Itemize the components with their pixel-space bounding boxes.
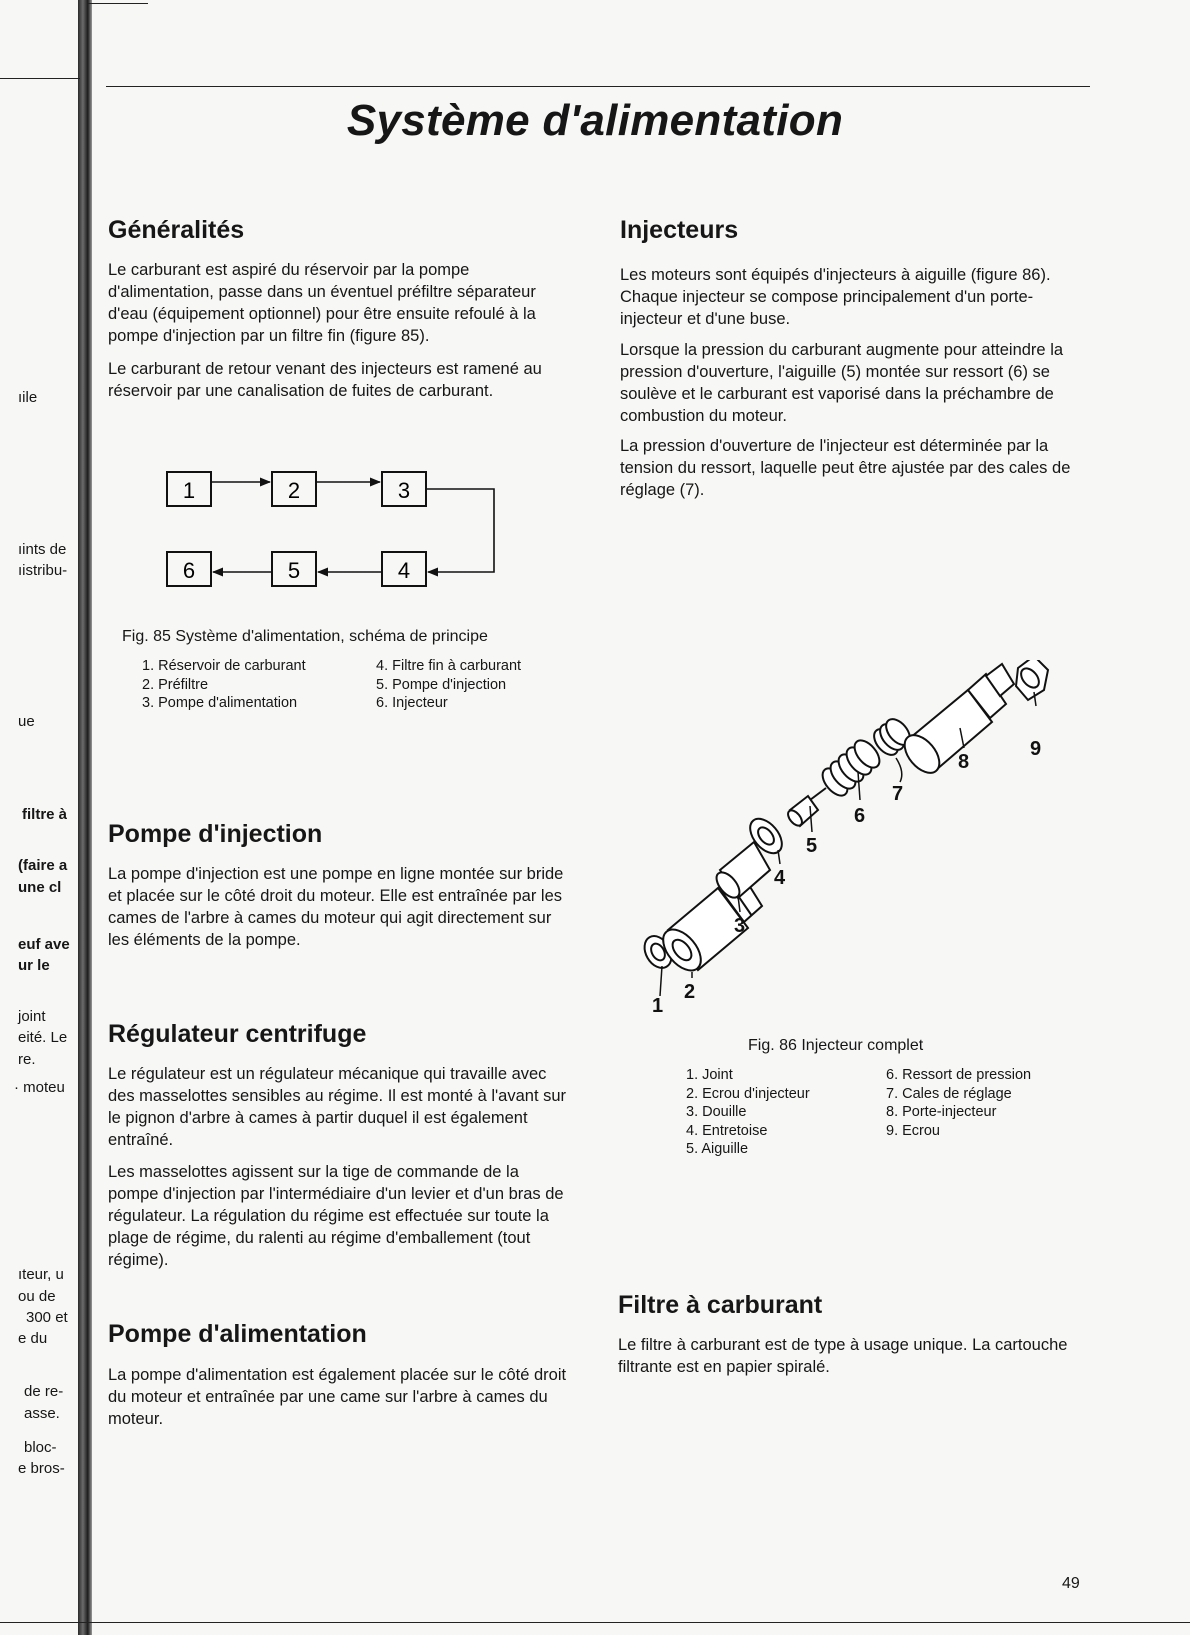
- paragraph: Le filtre à carburant est de type à usage unique. La cartouche filtrante est en papier spiralé.: [618, 1336, 1068, 1376]
- flow-box-4: [382, 552, 426, 586]
- paragraph: La pression d'ouverture de l'injecteur est déterminée par la tension du ressort, laquelle peut être ajustée par des cales de réglage (7).: [620, 437, 1071, 499]
- flow-arrow: [426, 489, 494, 572]
- part-label-3: 3: [734, 915, 746, 937]
- legend-item: 4. Filtre fin à carburant: [376, 658, 522, 674]
- margin-fragment: ou de: [18, 1288, 56, 1305]
- margin-fragment: ur le: [18, 957, 50, 974]
- paragraph: Lorsque la pression du carburant augmente pour atteindre la pression d'ouverture, l'aiguille (5) montée sur ressort (6) se soulève et le carburant est vaporisé dans la préchambre de combustion du moteur.: [620, 341, 1064, 425]
- bottom-rule: [0, 1622, 1190, 1623]
- flow-box-label: 5: [287, 558, 301, 583]
- fig86-legend-right: [886, 1066, 1031, 1140]
- section-title-regulateur: Régulateur centrifuge: [108, 1020, 367, 1048]
- margin-fragment: bloc-: [24, 1439, 57, 1456]
- margin-fragment: ıteur, u: [18, 1266, 64, 1283]
- part-label-7: 7: [892, 783, 904, 805]
- legend-item: 6. Injecteur: [376, 695, 448, 711]
- part-label-2: 2: [684, 981, 696, 1003]
- section-title-pompe-injection: Pompe d'injection: [108, 820, 323, 848]
- flow-box-2: [272, 472, 316, 506]
- needle-part: [785, 788, 826, 828]
- paragraph: Le régulateur est un régulateur mécanique qui travaille avec des masselottes sensibles au régime. Il est monté à l'avant sur le pignon d'arbre à cames à partir duquel il est également entraîné.: [108, 1065, 567, 1149]
- paragraph: Le carburant est aspiré du réservoir par la pompe d'alimentation, passe dans un éventuel préfiltre séparateur d'eau (équipement optionnel) pour être ensuite refoulé à la pompe d'injection par un filtre fin (figure 85).: [108, 261, 536, 345]
- section-title-injecteurs: Injecteurs: [620, 216, 739, 244]
- paragraph: Le carburant de retour venant des injecteurs est ramené au réservoir par une canalisation de fuites de carburant.: [108, 360, 542, 400]
- flow-box-3: [382, 472, 426, 506]
- margin-fragment: e du: [18, 1330, 48, 1347]
- paragraph: Les masselottes agissent sur la tige de commande de la pompe d'injection par l'intermédiaire d'un levier et d'un bras de régulateur. La régulation du régime est effectuée sur toute la plage de régime, du ralenti au régime d'emballement (tout régime).: [108, 1163, 564, 1269]
- legend-item: 2. Préfiltre: [142, 676, 209, 693]
- fig85-caption: Fig. 85 Système d'alimentation, schéma de principe: [122, 628, 488, 645]
- fig85-legend-right: [376, 657, 521, 713]
- flow-box-label: 6: [182, 558, 196, 583]
- flow-box-label: 2: [287, 478, 301, 503]
- part-label-4: 4: [774, 867, 786, 889]
- page-title: Système d'alimentation: [346, 96, 844, 145]
- fig85-legend-left: [142, 657, 306, 713]
- legend-item: 7. Cales de réglage: [886, 1085, 1012, 1102]
- fig86-legend-left: [686, 1066, 810, 1159]
- legend-item: 1. Réservoir de carburant: [142, 658, 306, 674]
- legend-item: 3. Pompe d'alimentation: [142, 695, 298, 711]
- part-label-1: 1: [652, 995, 664, 1017]
- margin-fragment: re.: [18, 1051, 36, 1068]
- flow-box-1: [167, 472, 211, 506]
- margin-fragment: · moteu: [14, 1079, 65, 1096]
- page-number: 49: [1062, 1575, 1080, 1592]
- margin-fragment: asse.: [24, 1405, 60, 1422]
- header-rule: [106, 86, 1090, 87]
- margin-fragment: (faire a: [18, 857, 68, 874]
- legend-item: 5. Pompe d'injection: [376, 676, 507, 693]
- section-title-filtre: Filtre à carburant: [618, 1291, 823, 1319]
- margin-fragment: joint: [18, 1008, 46, 1025]
- legend-item: 1. Joint: [686, 1067, 733, 1083]
- section-title-pompe-alimentation: Pompe d'alimentation: [108, 1320, 367, 1348]
- paragraph: La pompe d'alimentation est également placée sur le côté droit du moteur et entraînée par une came sur l'arbre à cames du moteur.: [108, 1366, 567, 1428]
- flow-box-label: 3: [397, 478, 411, 503]
- margin-fragment: ıistribu-: [18, 562, 68, 579]
- legend-item: 4. Entretoise: [686, 1122, 768, 1139]
- margin-fragment: euf ave: [18, 936, 70, 953]
- legend-item: 2. Ecrou d'injecteur: [686, 1085, 810, 1102]
- legend-item: 5. Aiguille: [686, 1141, 749, 1157]
- injector-exploded-view: [630, 660, 1090, 1020]
- top-edge-rule: [88, 3, 148, 4]
- part-label-9: 9: [1030, 738, 1042, 760]
- page-binding-shadow: [78, 0, 92, 1635]
- holder-part: [898, 664, 1014, 779]
- legend-item: 8. Porte-injecteur: [886, 1104, 997, 1120]
- top-nut-part: [1016, 660, 1048, 700]
- flow-box-label: 1: [182, 478, 196, 503]
- flow-box-5: [272, 552, 316, 586]
- left-page-rule: [0, 78, 80, 79]
- margin-fragment: ue: [18, 713, 35, 730]
- legend-item: 6. Ressort de pression: [886, 1067, 1032, 1083]
- part-label-6: 6: [854, 805, 866, 827]
- part-label-8: 8: [958, 751, 970, 773]
- paragraph: La pompe d'injection est une pompe en ligne montée sur bride et placée sur le côté droit du moteur. Elle est entraînée par les cames de l'arbre à cames du moteur qui agit directement sur les éléments de la pompe.: [108, 865, 564, 949]
- legend-item: 3. Douille: [686, 1104, 747, 1120]
- injector-parts: [639, 660, 1048, 977]
- part-label-5: 5: [806, 835, 818, 857]
- fig86-caption: Fig. 86 Injecteur complet: [748, 1037, 924, 1054]
- legend-item: 9. Ecrou: [886, 1122, 940, 1139]
- paragraph: Les moteurs sont équipés d'injecteurs à aiguille (figure 86). Chaque injecteur se compose principalement d'un porte-injecteur et d'une buse.: [620, 266, 1051, 328]
- flow-box-label: 4: [397, 558, 411, 583]
- section-title-generalites: Généralités: [108, 216, 245, 244]
- fuel-flow-diagram: [150, 460, 510, 600]
- margin-fragment: une cl: [18, 879, 62, 896]
- margin-fragment: ıints de: [18, 541, 67, 558]
- margin-fragment: eité. Le: [18, 1029, 68, 1046]
- spring-part: [818, 736, 884, 800]
- margin-fragment: e bros-: [18, 1460, 65, 1477]
- margin-fragment: ıile: [18, 389, 38, 406]
- flow-box-6: [167, 552, 211, 586]
- margin-fragment: de re-: [24, 1383, 64, 1400]
- margin-fragment: filtre à: [22, 806, 68, 823]
- margin-fragment: 300 et: [26, 1309, 68, 1326]
